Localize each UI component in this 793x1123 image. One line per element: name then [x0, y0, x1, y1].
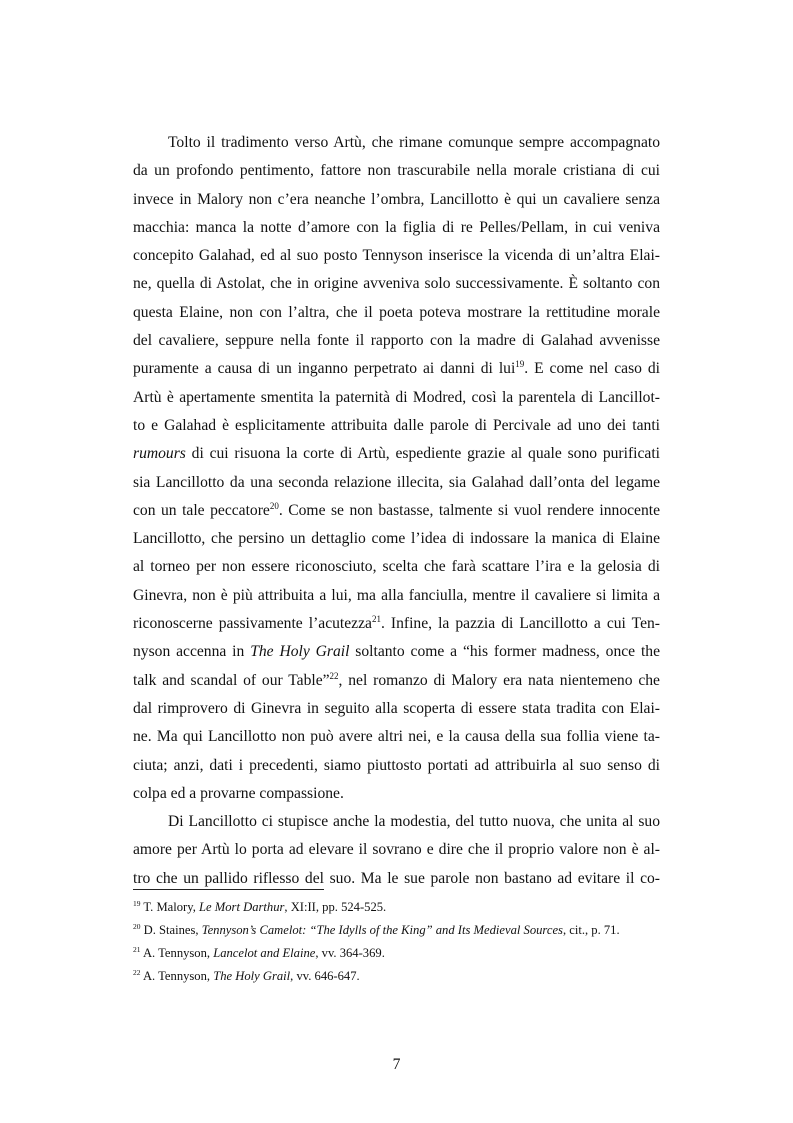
text-run: talk and scandal of our Table” — [133, 671, 330, 689]
text-run: , cit., p. 71. — [562, 923, 620, 937]
text-line — [133, 440, 660, 468]
text-line — [133, 412, 660, 440]
text-line — [133, 582, 660, 610]
footnote-ref: 19 — [515, 359, 525, 370]
footnote-number: 19 — [133, 898, 141, 908]
text-line — [133, 214, 660, 242]
text-line — [133, 695, 660, 723]
text-line — [133, 667, 660, 695]
italic-text: Tennyson’s Camelot: “The Idylls of the King” and Its Medieval Sources — [201, 923, 563, 937]
text-run: da un profondo pentimento, fattore non trascurabile nella morale cristiana di cui — [133, 162, 660, 180]
paragraph — [133, 129, 660, 808]
text-line — [133, 384, 660, 412]
text-run: . Infine, la pazzia di Lancillotto a cui Ten- — [380, 615, 661, 633]
text-run: , vv. 364-369. — [315, 946, 385, 960]
footnote-number: 21 — [133, 944, 141, 954]
text-run: puramente a causa di un inganno perpetrato ai danni di lui — [133, 360, 516, 378]
italic-text: Lancelot and Elaine — [213, 946, 316, 960]
text-run: T. Malory, — [140, 900, 200, 914]
body-text — [133, 129, 660, 893]
text-run: Ginevra, non è più attribuita a lui, ma alla fanciulla, mentre il cavaliere si limita a — [133, 586, 660, 604]
text-run: dal rimprovero di Ginevra in seguito alla scoperta di essere stata tradita con Elai- — [133, 699, 660, 717]
text-run: con un tale peccatore — [133, 501, 270, 519]
text-run: to e Galahad è esplicitamente attribuita dalle parole di Percivale ad uno dei tanti — [133, 416, 660, 434]
text-run: ne, quella di Astolat, che in origine avveniva solo successivamente. È soltanto con — [133, 275, 660, 293]
paragraph — [133, 808, 660, 893]
footnote-ref: 21 — [371, 613, 381, 624]
text-run: al torneo per non essere riconosciuto, scelta che farà scattare l’ira e la gelosia di — [133, 558, 660, 576]
text-line — [133, 553, 660, 581]
text-run: riconoscerne passivamente l’acutezza — [133, 615, 372, 633]
text-run: A. Tennyson, — [140, 969, 214, 983]
text-line — [133, 186, 660, 214]
footnote-number: 22 — [133, 967, 141, 977]
text-run: D. Staines, — [140, 923, 202, 937]
text-run: del cavaliere, seppure nella fonte il rapporto con la madre di Galahad avvenisse — [133, 332, 660, 350]
text-line — [133, 355, 660, 383]
footnote-20 — [133, 919, 673, 942]
footnote-19 — [133, 896, 673, 919]
text-line — [133, 327, 660, 355]
text-run: , XI:II, pp. 524-525. — [284, 900, 387, 914]
italic-text: The Holy Grail — [213, 969, 291, 983]
text-run: concepito Galahad, ed al suo posto Tennyson inserisce la vicenda di un’altra Elai- — [133, 247, 660, 265]
footnote-number: 20 — [133, 921, 141, 931]
text-run: Artù è apertamente smentita la paternità di Modred, così la parentela di Lancillot- — [133, 388, 660, 406]
text-line — [133, 497, 660, 525]
text-run: amore per Artù lo porta ad elevare il sovrano e dire che il proprio valore non è al- — [133, 841, 660, 859]
text-run: questa Elaine, non con l’altra, che il poeta poteva mostrare la rettitudine morale — [133, 303, 660, 321]
text-run: Di Lancillotto ci stupisce anche la modestia, del tutto nuova, che unita al suo — [168, 813, 660, 831]
italic-text: rumours — [133, 445, 186, 463]
text-run: Lancillotto, che persino un dettaglio come l’idea di indossare la manica di Elaine — [133, 530, 660, 548]
text-line — [133, 157, 660, 185]
text-line — [133, 129, 660, 157]
footnotes — [133, 896, 673, 988]
text-line — [133, 723, 660, 751]
text-line — [133, 638, 660, 666]
text-run: . Come se non bastasse, talmente si vuol rendere innocente — [278, 501, 661, 519]
footnote-ref: 22 — [329, 670, 339, 681]
text-line — [133, 780, 660, 808]
text-line — [133, 469, 660, 497]
footnote-22 — [133, 965, 673, 988]
text-run: invece in Malory non c’era neanche l’ombra, Lancillotto è qui un cavaliere senza — [133, 190, 660, 208]
text-line — [133, 808, 660, 836]
page-number: 7 — [392, 1056, 401, 1073]
footnote-21 — [133, 942, 673, 965]
text-line — [133, 752, 660, 780]
text-line — [133, 242, 660, 270]
footnote-separator — [133, 889, 324, 890]
italic-text: The Holy Grail — [250, 643, 350, 661]
text-run: sia Lancillotto da una seconda relazione illecita, sia Galahad dall’onta del legame — [133, 473, 660, 491]
text-run: macchia: manca la notte d’amore con la figlia di re Pelles/Pellam, in cui veniva — [133, 218, 660, 236]
text-run: tro che un pallido riflesso del suo. Ma le sue parole non bastano ad evitare il co- — [133, 869, 660, 887]
text-run: , nel romanzo di Malory era nata nientemeno che — [338, 671, 660, 689]
text-run: Tolto il tradimento verso Artù, che rimane comunque sempre accompagnato — [168, 134, 660, 151]
text-run: soltanto come a “his former madness, once the — [349, 643, 661, 661]
text-run: ciuta; anzi, dati i precedenti, siamo piuttosto portati ad attribuirla al suo senso di — [133, 756, 660, 774]
text-line — [133, 270, 660, 298]
text-line — [133, 299, 660, 327]
italic-text: Le Mort Darthur — [199, 900, 285, 914]
text-run: di cui risuona la corte di Artù, espediente grazie al quale sono purificati — [185, 445, 660, 463]
text-line — [133, 610, 660, 638]
text-run: nyson accenna in — [133, 643, 251, 661]
text-run: ne. Ma qui Lancillotto non può avere altri nei, e la causa della sua follia viene ta- — [133, 728, 660, 746]
text-run: . E come nel caso di — [524, 360, 660, 378]
text-run: colpa ed a provarne compassione. — [133, 784, 344, 802]
text-run: , vv. 646-647. — [290, 969, 360, 983]
text-line — [133, 836, 660, 864]
text-run: A. Tennyson, — [140, 946, 214, 960]
footnote-ref: 20 — [269, 500, 279, 511]
text-line — [133, 525, 660, 553]
